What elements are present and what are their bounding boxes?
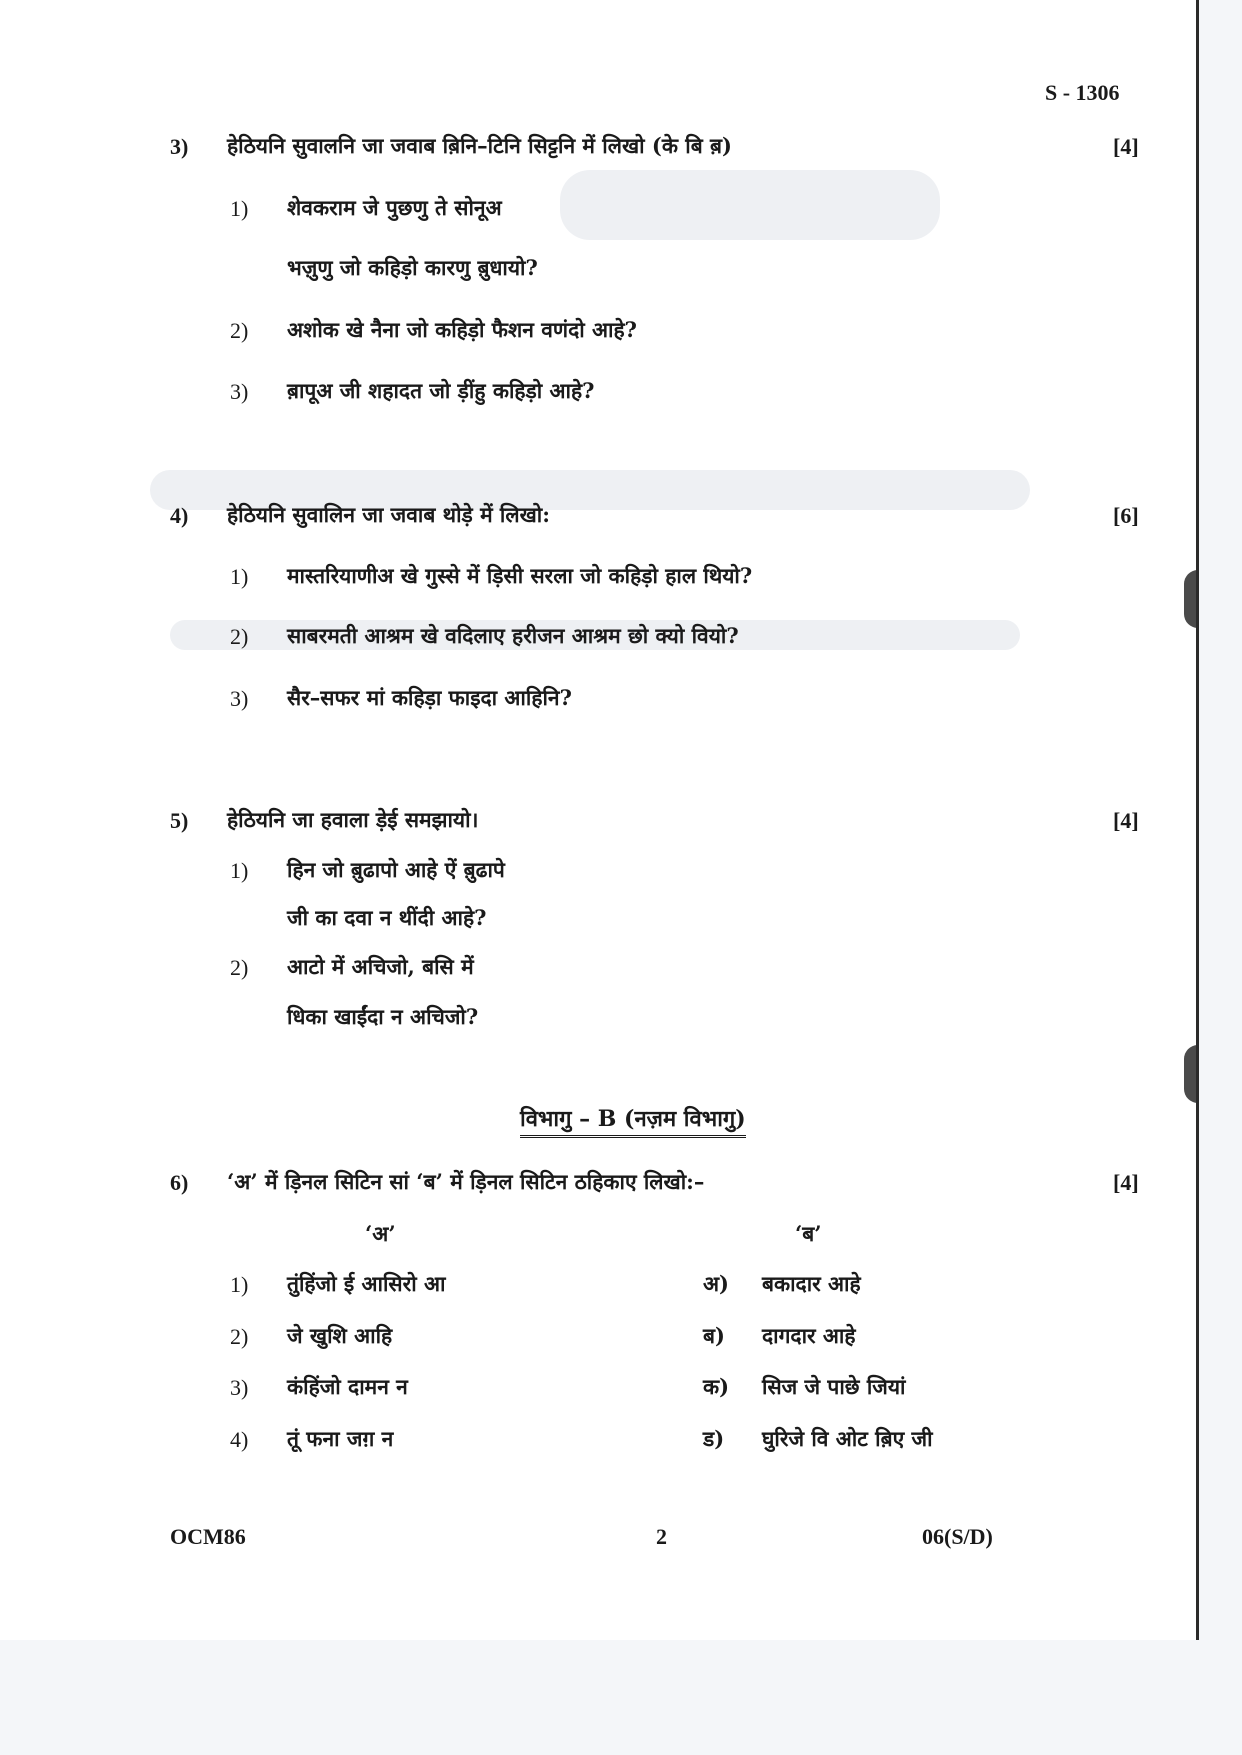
question-number: 3) — [170, 134, 189, 159]
page-number: 2 — [656, 1524, 667, 1549]
match-row-b: घुरिजे वि ओट ब़िए जी — [762, 1426, 933, 1451]
subquestion-text: शेवकराम जे पुछणु ते सोनूअ — [287, 195, 502, 220]
question-number: 4) — [170, 503, 189, 528]
subquestion-text: सैर–सफर मां कहिड़ा फाइदा आहिनि? — [287, 685, 572, 710]
question-text: हेठियनि जा हवाला ड़ेई समझायो। — [227, 807, 479, 832]
subquestion-number: 2) — [230, 318, 249, 343]
subquestion-text-cont: जी का दवा न थींदी आहे? — [287, 905, 487, 930]
match-row-b-label: ड) — [703, 1426, 725, 1451]
subquestion-text: साबरमती आश्रम खे वदिलाए हरीजन आश्रम छो क्यो वियो? — [287, 623, 739, 648]
question-text: हेठियनि सुवालनि जा जवाब ब़िनि–टिनि सिट्टनि में लिखो (के बि ब़) — [227, 133, 732, 158]
paper-code: S - 1306 — [1045, 80, 1120, 105]
subquestion-text: अशोक खे नैना जो कहिड़ो फैशन वणंदो आहे? — [287, 317, 637, 342]
match-row-a: जे खुशि आहि — [287, 1323, 393, 1348]
section-b-title: विभागु – B (नज़म विभागु) — [520, 1103, 746, 1138]
binding-tab-mark — [1184, 1045, 1199, 1103]
question-marks: [4] — [1113, 134, 1139, 159]
question-marks: [4] — [1113, 808, 1139, 833]
match-row-number: 1) — [230, 1272, 249, 1297]
match-row-a: कंहिंजो दामन न — [287, 1374, 408, 1399]
match-row-b-label: अ) — [703, 1271, 729, 1296]
binding-tab-mark — [1184, 570, 1199, 628]
match-row-b: दागदार आहे — [762, 1323, 856, 1348]
question-text: ‘अ’ में ड़िनल सिटिन सां ‘ब’ में ड़िनल सिटिन ठहिकाए लिखो:– — [227, 1169, 705, 1194]
footer-code-left: OCM86 — [170, 1524, 246, 1549]
match-row-a: तूं फना जग़ न — [287, 1426, 394, 1451]
subquestion-text: मास्तरियाणीअ खे गुस्से में ड़िसी सरला जो कहिड़ो हाल थियो? — [287, 563, 753, 588]
column-a-heading: ‘अ’ — [365, 1221, 396, 1246]
subquestion-number: 3) — [230, 379, 249, 404]
match-row-number: 4) — [230, 1427, 249, 1452]
subquestion-text: ब़ापूअ जी शहादत जो ड़ींहु कहिड़ो आहे? — [287, 378, 595, 403]
subquestion-text: आटो में अचिजो, बसि में — [287, 954, 474, 979]
question-number: 6) — [170, 1170, 189, 1195]
subquestion-number: 2) — [230, 624, 249, 649]
subquestion-number: 3) — [230, 686, 249, 711]
match-row-b: बकादार आहे — [762, 1271, 861, 1296]
question-text: हेठियनि सुवालिन जा जवाब थोड़े में लिखो: — [227, 502, 550, 527]
column-b-heading: ‘ब’ — [795, 1221, 822, 1246]
subquestion-text: हिन जो ब़ुढापो आहे ऐं ब़ुढापे — [287, 857, 505, 882]
subquestion-number: 1) — [230, 564, 249, 589]
subquestion-number: 1) — [230, 196, 249, 221]
question-marks: [6] — [1113, 503, 1139, 528]
match-row-b: सिज जे पाछे जियां — [762, 1374, 906, 1399]
question-number: 5) — [170, 808, 189, 833]
match-row-number: 3) — [230, 1375, 249, 1400]
subquestion-text-cont: भज़ुणु जो कहिड़ो कारणु ब़ुधायो? — [287, 255, 538, 280]
question-marks: [4] — [1113, 1170, 1139, 1195]
subquestion-number: 2) — [230, 955, 249, 980]
match-row-b-label: ब) — [703, 1323, 725, 1348]
subquestion-number: 1) — [230, 858, 249, 883]
subquestion-text-cont: धिका खाईंदा न अचिजो? — [287, 1004, 479, 1029]
match-row-b-label: क) — [703, 1374, 730, 1399]
footer-code-right: 06(S/D) — [922, 1524, 993, 1549]
match-row-number: 2) — [230, 1324, 249, 1349]
bleed-through-mark — [560, 170, 940, 240]
match-row-a: तुंहिंजो ई आसिरो आ — [287, 1271, 446, 1296]
